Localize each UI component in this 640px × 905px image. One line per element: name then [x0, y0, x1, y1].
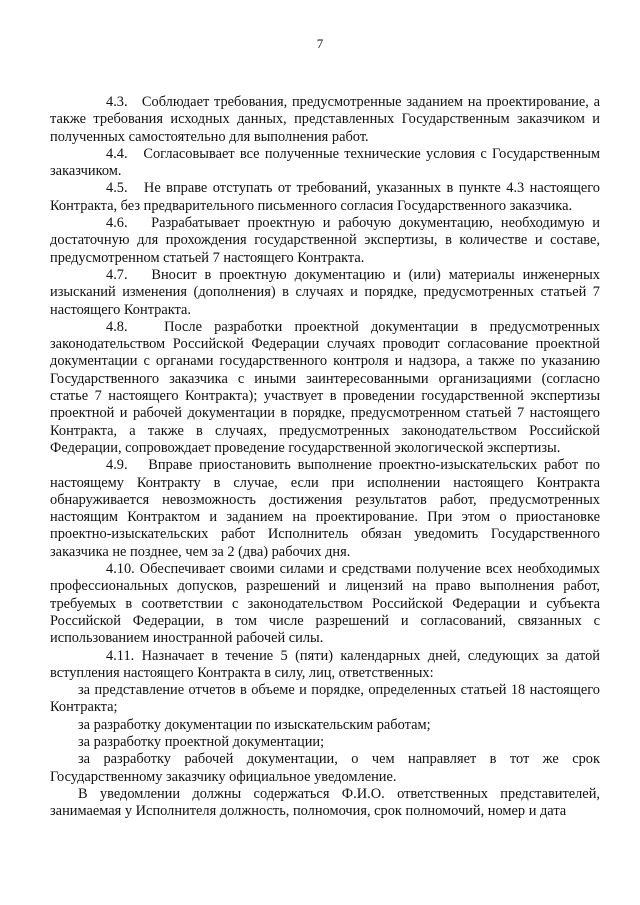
clause-4-3: [50, 94, 600, 146]
clause-number: 4.9.: [106, 457, 128, 474]
clause-number: 4.10.: [106, 561, 135, 578]
clause-number: 4.5.: [106, 180, 128, 197]
clause-text: Разрабатывает проектную и рабочую документацию, необходимую и достаточную для прохождения государственной экспертизы, в количестве и составе, предусмотренном статьей 7 настоящего Контракта.: [50, 215, 600, 266]
clause-4-9: [50, 457, 600, 561]
clause-text: Назначает в течение 5 (пяти) календарных дней, следующих за датой вступления настоящего Контракта в силу, лиц, ответственных:: [50, 647, 600, 681]
clause-number: 4.8.: [106, 318, 128, 335]
clause-4-8: [50, 319, 600, 457]
clause-text: Согласовывает все полученные технические условия с Государственным заказчиком.: [50, 145, 600, 180]
clause-4-5: [50, 180, 600, 215]
document-body: [50, 94, 600, 820]
clause-text: Не вправе отступать от требований, указанных в пункте 4.3 настоящего Контракта, без предварительного письменного согласия Государственного заказчика.: [50, 180, 600, 214]
page-number: 7: [316, 36, 324, 51]
clause-4-4: [50, 146, 600, 181]
clause-number: 4.6.: [106, 215, 128, 232]
clause-4-11: [50, 648, 600, 683]
clause-4-10: [50, 561, 600, 647]
clause-text: После разработки проектной документации в предусмотренных законодательством Российской Федерации случаях проводит согласование проектной документации с органами государственного контроля и надзора, а также по указанию Государственного заказчика с иными заинтересованными организациями (согласно статье 7 настоящего Контракта); участвует в проведении государственной экспертизы проектной и рабочей документации в порядке, предусмотренном статьей 7 настоящего Контракта, а также в случаях, предусмотренных законодательством Российской Федерации, сопровождает проведение государственной экологической экспертизы.: [50, 318, 600, 456]
responsibility-item: за разработку документации по изыскательским работам;: [78, 716, 431, 733]
clause-4-6: [50, 215, 600, 267]
clause-text: Обеспечивает своими силами и средствами получение всех необходимых профессиональных допусков, разрешений и лицензий на право выполнения работ, требуемых в соответствии с законодательством Российской Федерации и субъекта Российской Федерации, в том числе разрешений и согласований, связанных с использованием иностранной рабочей силы.: [50, 561, 600, 647]
clause-text: Вносит в проектную документацию и (или) материалы инженерных изысканий изменения (дополнения) в случаях и порядке, предусмотренных статьей 7 настоящего Контракта.: [50, 266, 600, 318]
clause-number: 4.11.: [106, 647, 135, 664]
notification-requirements: В уведомлении должны содержаться Ф.И.О. ответственных представителей, занимаемая у Исполнителя должность, полномочия, срок полномочий, номер и дата: [50, 785, 600, 820]
clause-text: Соблюдает требования, предусмотренные заданием на проектирование, а также требования исходных данных, представленных Государственным заказчиком и полученных самостоятельно для выполнения работ.: [50, 94, 601, 145]
clause-number: 4.4.: [106, 145, 128, 162]
clause-4-7: [50, 267, 600, 319]
clause-number: 4.3.: [106, 94, 128, 110]
clause-number: 4.7.: [106, 266, 128, 283]
responsibility-item: за разработку проектной документации;: [78, 733, 325, 750]
responsibility-item: за разработку рабочей документации, о чем направляет в тот же срок Государственному заказчику официальное уведомление.: [50, 751, 600, 785]
clause-text: Вправе приостановить выполнение проектно-изыскательских работ по настоящему Контракту в случае, если при исполнении настоящего Контракта обнаруживается невозможность достижения результатов работ, предусмотренных настоящим Контрактом и заданием на проектирование. При этом о приостановке проектно-изыскательских работ Исполнитель обязан уведомить Государственного заказчика не позднее, чем за 2 (два) рабочих дня.: [50, 457, 600, 560]
responsibility-item: за представление отчетов в объеме и порядке, определенных статьей 18 настоящего Контракта;: [50, 682, 600, 716]
